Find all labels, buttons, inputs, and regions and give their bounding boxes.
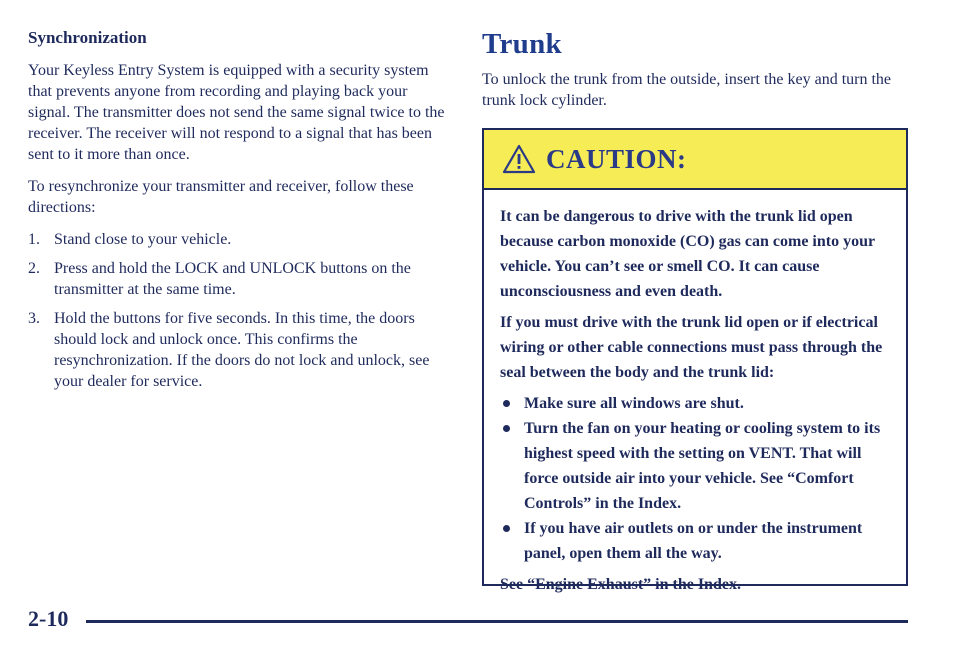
warning-triangle-icon (502, 144, 536, 174)
page-title: Trunk (482, 28, 562, 60)
trunk-intro: To unlock the trunk from the outside, insert the key and turn the trunk lock cylinder. (482, 71, 892, 109)
bullet-icon (500, 516, 524, 566)
list-item-text: Make sure all windows are shut. (524, 395, 744, 412)
caution-box (482, 128, 908, 593)
caution-bullet-list (500, 391, 892, 566)
step-item (28, 229, 448, 250)
trunk-section (482, 28, 922, 111)
page-number: 2-10 (28, 606, 69, 631)
steps-list (28, 229, 448, 392)
step-number: 3. (28, 310, 40, 327)
step-number: 2. (28, 260, 40, 277)
footer-rule (86, 620, 908, 623)
resynchronize-intro: To resynchronize your transmitter and receiver, follow these directions: (28, 178, 414, 216)
caution-header (484, 130, 906, 190)
list-item (500, 416, 892, 516)
list-item-text: Turn the fan on your heating or cooling system to its highest speed with the setting on VENT. That will force outside air into your vehicle. See “Comfort Controls” in the Index. (524, 420, 881, 512)
caution-body (484, 190, 906, 597)
section-heading: Synchronization (28, 28, 147, 47)
step-text: Stand close to your vehicle. (54, 231, 232, 248)
step-item (28, 258, 448, 300)
bullet-icon (500, 416, 524, 516)
caution-paragraph: It can be dangerous to drive with the trunk lid open because carbon monoxide (CO) gas can come into your vehicle. You can’t see or smell CO. It can cause unconsciousness and even death. (500, 208, 875, 300)
synchronization-paragraph: Your Keyless Entry System is equipped with a security system that prevents anyone from recording and playing back your signal. The transmitter does not send the same signal twice to the receiver. The receiver will not respond to a signal that has been sent to it more than once. (28, 62, 445, 163)
caution-paragraph: If you must drive with the trunk lid open or if electrical wiring or other cable connections must pass through the seal between the body and the trunk lid: (500, 314, 883, 381)
list-item (500, 516, 892, 566)
list-item-text: If you have air outlets on or under the instrument panel, open them all the way. (524, 520, 863, 562)
list-item (500, 391, 892, 416)
step-text: Hold the buttons for five seconds. In this time, the doors should lock and unlock once. This confirms the resynchronization. If the doors do not lock and unlock, see your dealer for service. (54, 310, 430, 390)
bullet-icon (500, 391, 524, 416)
step-text: Press and hold the LOCK and UNLOCK buttons on the transmitter at the same time. (54, 260, 411, 298)
synchronization-section (28, 28, 448, 400)
step-item (28, 308, 448, 392)
caution-footer: See “Engine Exhaust” in the Index. (500, 576, 741, 593)
step-number: 1. (28, 231, 40, 248)
caution-label: CAUTION: (546, 143, 687, 174)
